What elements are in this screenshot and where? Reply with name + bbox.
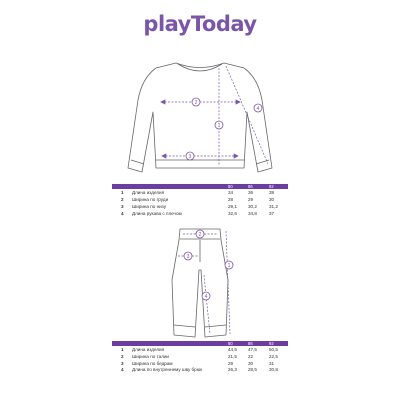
size-header: 86	[248, 341, 253, 346]
row-number: 4	[121, 211, 124, 216]
marker-badge	[215, 121, 223, 129]
sweatshirt-size-table	[112, 184, 288, 217]
table-row	[112, 346, 288, 353]
size-value: 37	[269, 211, 275, 216]
size-value: 34	[228, 190, 234, 195]
size-value: 31,2	[269, 204, 278, 209]
size-value: 34,8	[248, 211, 257, 216]
measurement-name: Ширина по бедрам	[132, 361, 173, 366]
marker-label: 3	[188, 154, 192, 160]
size-value: 22	[248, 354, 254, 359]
measurement-name: Ширина по груди	[132, 197, 169, 202]
size-value: 31	[269, 361, 275, 366]
size-header: 86	[248, 184, 253, 189]
marker-label: 2	[198, 232, 202, 238]
marker-label: 1	[227, 263, 231, 269]
size-header: 80	[228, 341, 233, 346]
table-row	[112, 196, 288, 203]
marker-label: 3	[186, 254, 190, 260]
row-number: 1	[121, 190, 124, 195]
row-number: 2	[121, 354, 124, 359]
row-number: 2	[121, 197, 124, 202]
size-value: 50,5	[269, 347, 278, 352]
row-number: 3	[121, 361, 124, 366]
table-row	[112, 203, 288, 210]
marker-label: 4	[204, 294, 208, 300]
row-number: 1	[121, 347, 124, 352]
measurement-name: Ширина по низу	[132, 204, 167, 209]
size-value: 30,8	[269, 367, 278, 372]
table-row	[112, 210, 288, 217]
row-number: 4	[121, 367, 124, 372]
pants-size-table	[112, 341, 288, 378]
brand-logo: playToday	[143, 12, 257, 36]
size-value: 28	[228, 197, 234, 202]
marker-badge	[184, 252, 192, 260]
measurement-name: Длина рукава с плечом	[132, 211, 182, 216]
marker-badge	[254, 104, 262, 112]
size-value: 44,5	[228, 347, 237, 352]
measurement-name: Длина по внутреннему шву брюк	[132, 367, 203, 372]
size-value: 29	[228, 361, 234, 366]
size-value: 26,3	[228, 367, 237, 372]
size-value: 29	[248, 197, 254, 202]
size-header: 92	[269, 341, 274, 346]
marker-label: 1	[217, 123, 221, 129]
size-value: 22,5	[269, 354, 278, 359]
size-value: 29,1	[228, 204, 237, 209]
size-value: 30	[248, 361, 254, 366]
table-row	[112, 367, 288, 378]
measurement-name: Длина изделия	[132, 190, 165, 195]
size-header: 80	[228, 184, 233, 189]
marker-badge	[186, 152, 194, 160]
measurement-name: Ширина по талии	[132, 354, 170, 359]
marker-badge	[202, 292, 210, 300]
size-value: 21,5	[228, 354, 237, 359]
size-value: 47,5	[248, 347, 257, 352]
measurement-name: Длина изделия	[132, 347, 165, 352]
size-value: 30,2	[248, 204, 257, 209]
size-value: 28,5	[248, 367, 257, 372]
table-row	[112, 353, 288, 360]
marker-badge	[225, 261, 233, 269]
table-row	[112, 360, 288, 367]
size-value: 36	[248, 190, 254, 195]
marker-badge	[192, 98, 200, 106]
size-value: 32,6	[228, 211, 237, 216]
marker-badge	[196, 230, 204, 238]
marker-label: 4	[256, 106, 260, 112]
marker-label: 2	[194, 100, 198, 106]
size-value: 38	[269, 190, 275, 195]
size-value: 30	[269, 197, 275, 202]
table-row	[112, 189, 288, 196]
size-header: 92	[269, 184, 274, 189]
row-number: 3	[121, 204, 124, 209]
